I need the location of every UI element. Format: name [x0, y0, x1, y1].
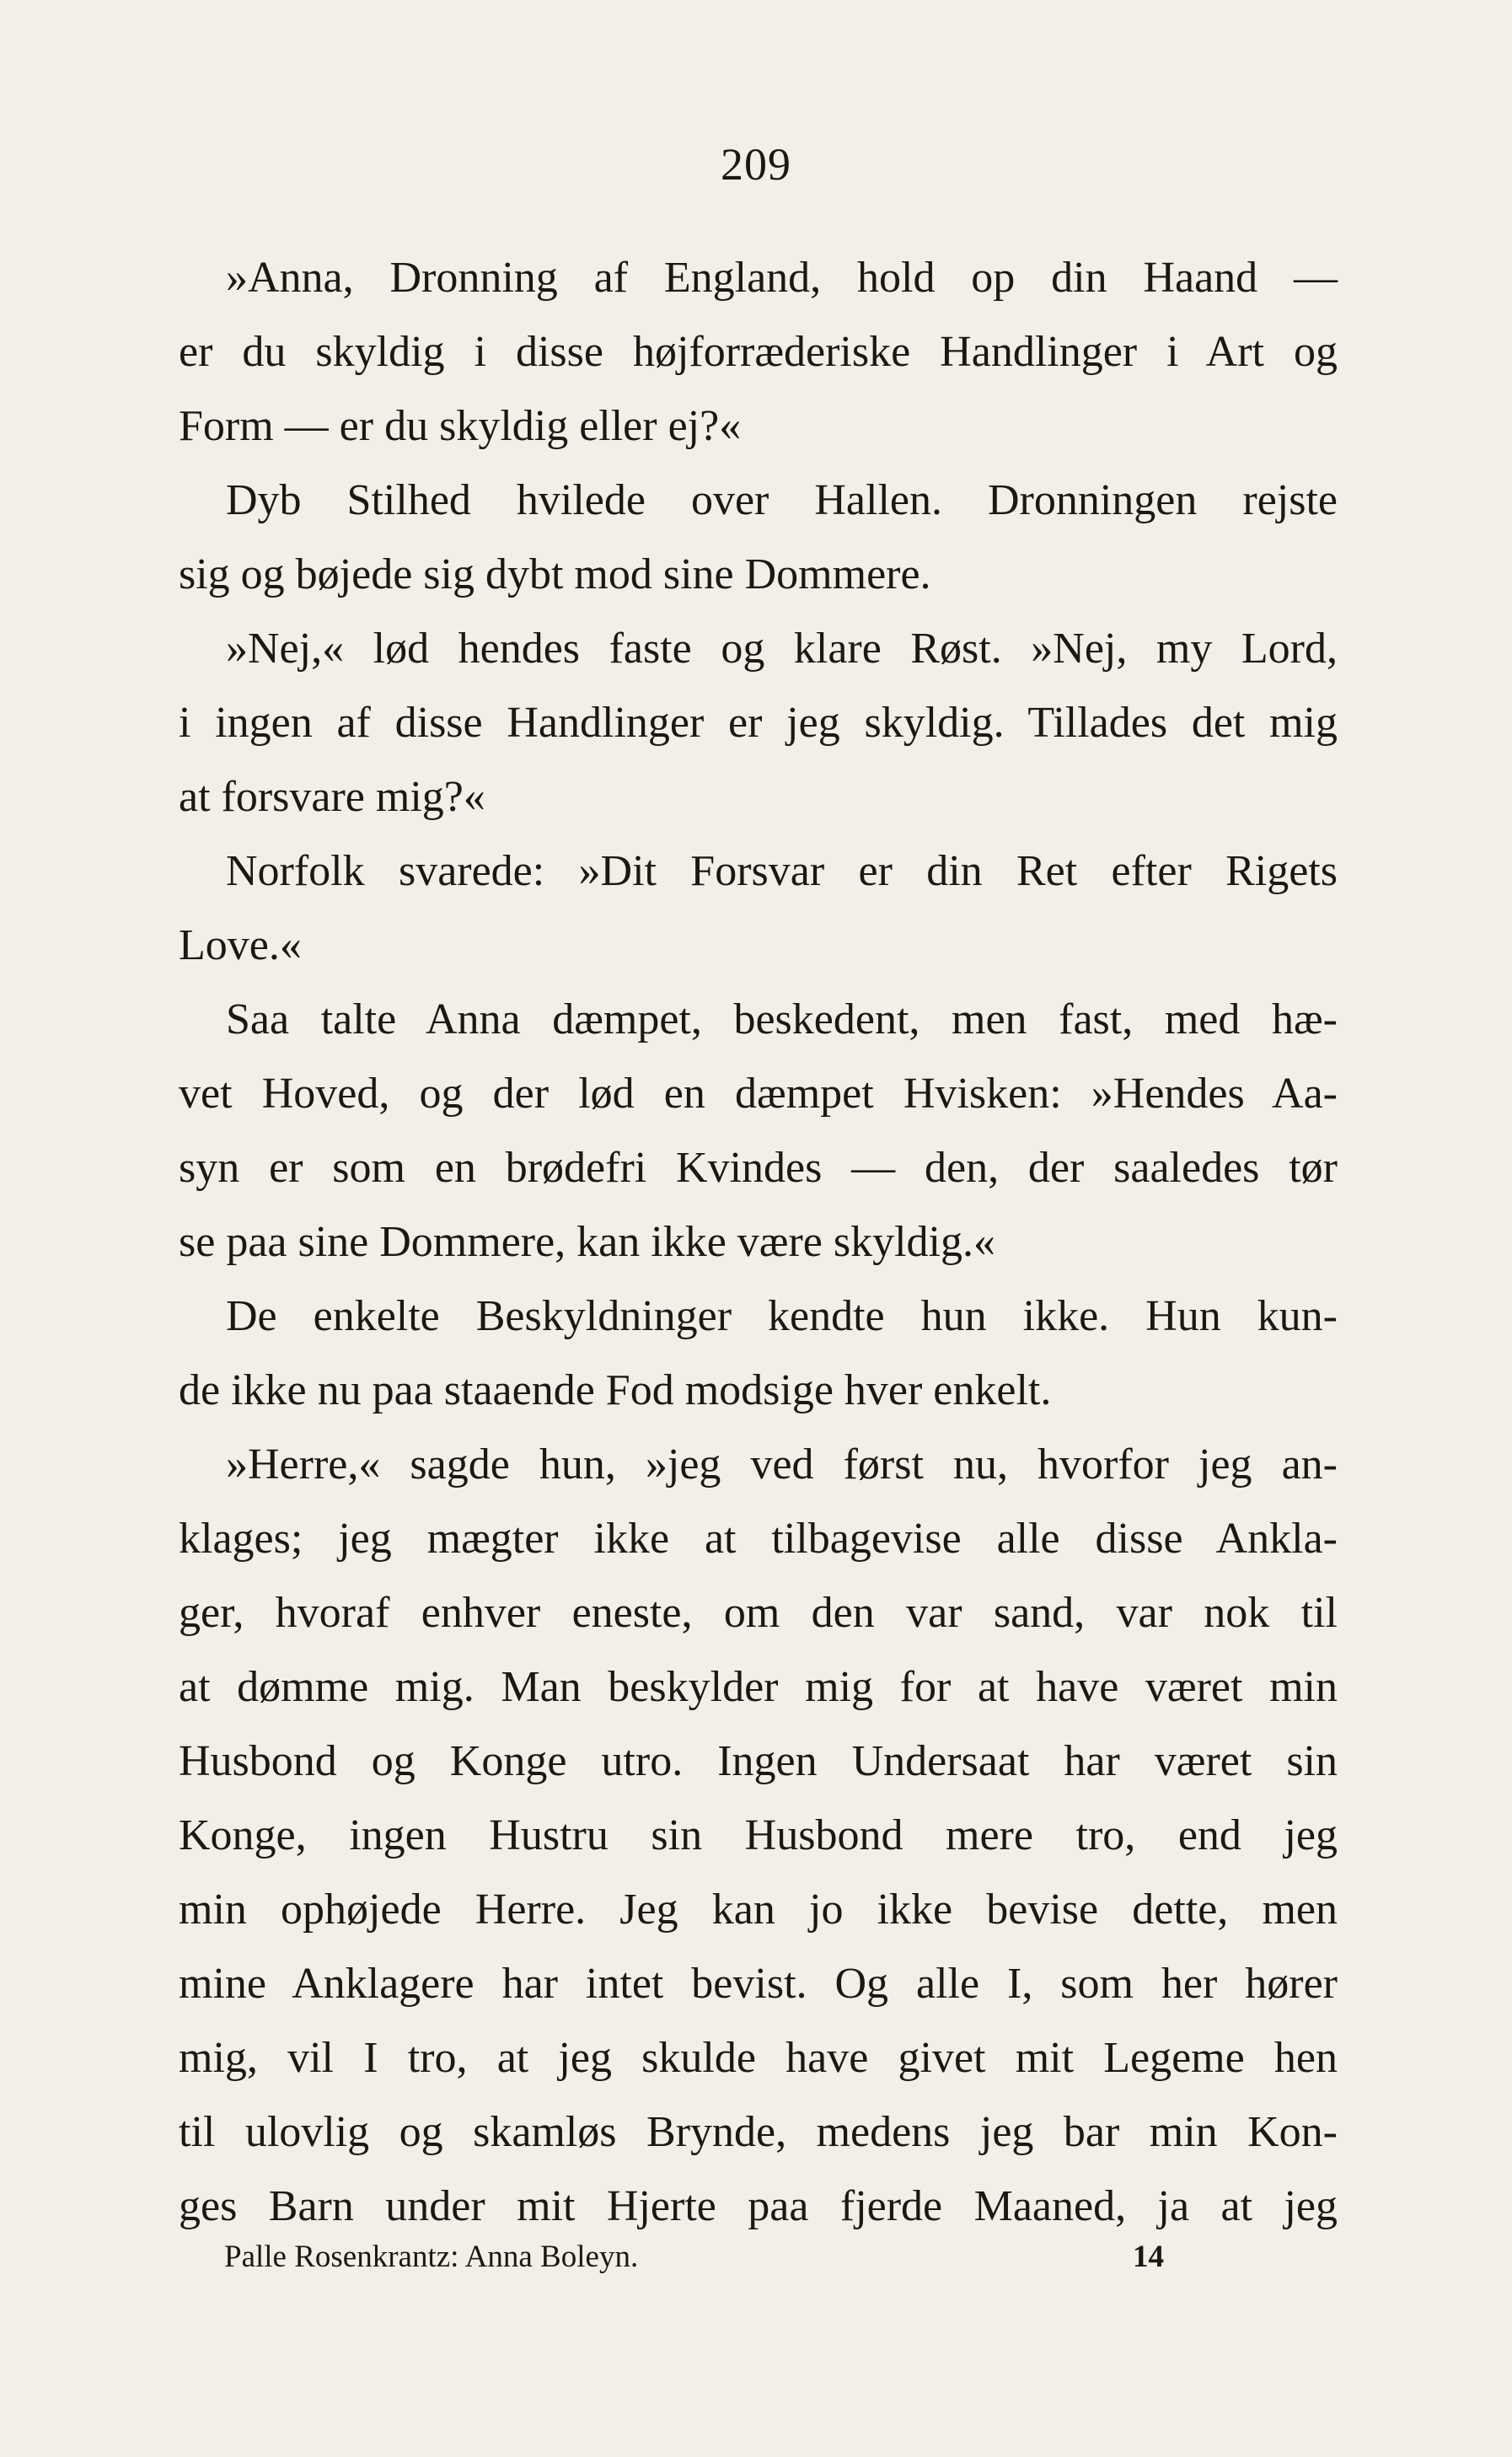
text-line: at forsvare mig?«	[179, 773, 485, 821]
text-line: min ophøjede Herre. Jeg kan jo ikke bevise dette, men	[179, 1886, 1338, 1934]
body-text	[179, 241, 1338, 2244]
text-line: vet Hoved, og der lød en dæmpet Hvisken: »Hendes Aa-	[179, 1070, 1338, 1118]
text-line: ger, hvoraf enhver eneste, om den var sand, var nok til	[179, 1589, 1338, 1637]
text-line: Dyb Stilhed hvilede over Hallen. Dronningen rejste	[226, 476, 1338, 524]
page-number: 209	[721, 139, 791, 190]
text-line: Norfolk svarede: »Dit Forsvar er din Ret efter Rigets	[226, 847, 1338, 895]
text-line: Love.«	[179, 921, 302, 969]
text-line: at dømme mig. Man beskylder mig for at have været min	[179, 1663, 1338, 1711]
text-line: syn er som en brødefri Kvindes — den, der saaledes tør	[179, 1144, 1338, 1192]
page-footer	[224, 2232, 1164, 2283]
sheet-number: 14	[1133, 2240, 1164, 2274]
text-line: mine Anklagere har intet bevist. Og alle I, som her hører	[179, 1960, 1338, 2008]
text-line: »Herre,« sagde hun, »jeg ved først nu, hvorfor jeg an-	[226, 1440, 1338, 1489]
footer-signature: Palle Rosenkrantz: Anna Boleyn.	[224, 2240, 639, 2274]
text-line: de ikke nu paa staaende Fod modsige hver enkelt.	[179, 1366, 1052, 1414]
text-line: Husbond og Konge utro. Ingen Undersaat har været sin	[179, 1737, 1338, 1785]
text-line: i ingen af disse Handlinger er jeg skyldig. Tillades det mig	[179, 699, 1338, 747]
text-line: se paa sine Dommere, kan ikke være skyldig.«	[179, 1218, 995, 1266]
text-line: ges Barn under mit Hjerte paa fjerde Maaned, ja at jeg	[179, 2182, 1338, 2230]
text-line: De enkelte Beskyldninger kendte hun ikke. Hun kun-	[226, 1292, 1338, 1340]
text-line: til ulovlig og skamløs Brynde, medens jeg bar min Kon-	[179, 2108, 1338, 2156]
text-line: klages; jeg mægter ikke at tilbagevise alle disse Ankla-	[179, 1515, 1338, 1563]
text-line: »Anna, Dronning af England, hold op din Haand —	[226, 254, 1338, 302]
text-line: Form — er du skyldig eller ej?«	[179, 402, 742, 450]
text-line: Konge, ingen Hustru sin Husbond mere tro, end jeg	[179, 1811, 1338, 1859]
text-line: sig og bøjede sig dybt mod sine Dommere.	[179, 550, 931, 598]
text-line: er du skyldig i disse højforræderiske Handlinger i Art og	[179, 328, 1338, 376]
text-line: Saa talte Anna dæmpet, beskedent, men fast, med hæ-	[226, 995, 1338, 1043]
text-line: mig, vil I tro, at jeg skulde have givet mit Legeme hen	[179, 2034, 1338, 2082]
text-line: »Nej,« lød hendes faste og klare Røst. »Nej, my Lord,	[226, 625, 1338, 673]
